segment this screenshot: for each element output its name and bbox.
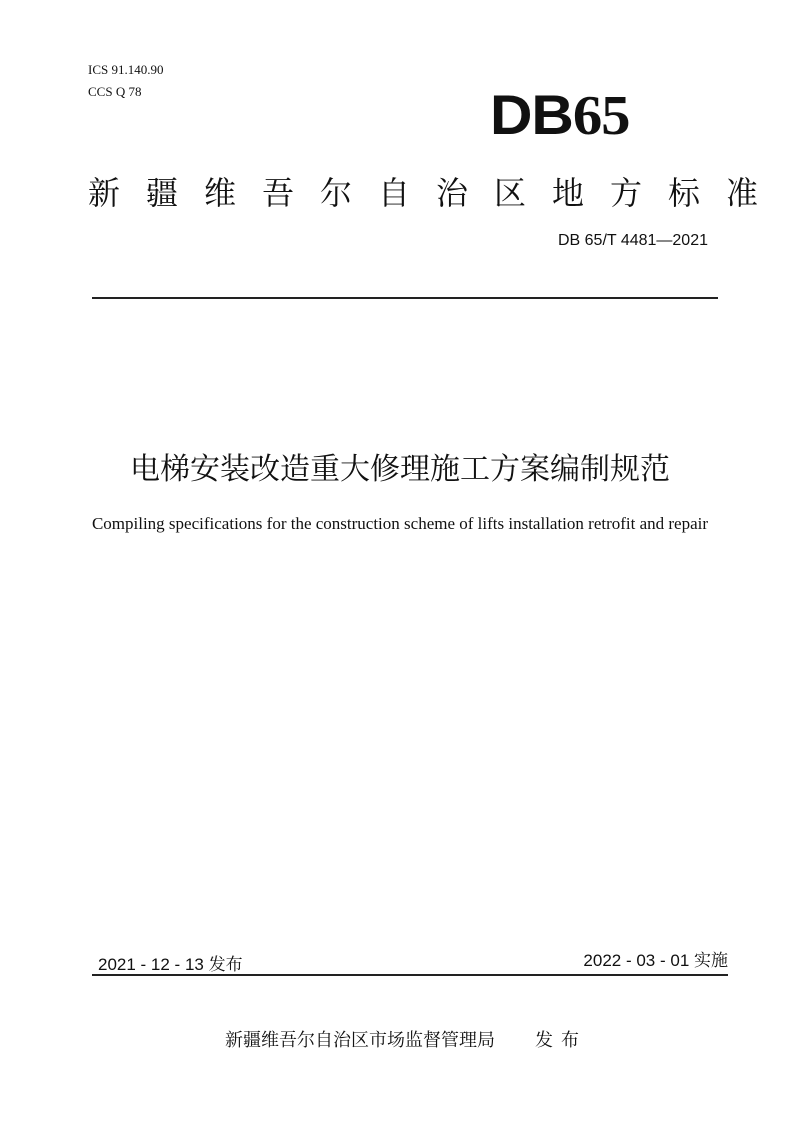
logo-number: 65 — [572, 85, 630, 147]
publish-date: 2021 - 12 - 13 发布 — [98, 955, 243, 974]
ccs-code: CCS Q 78 — [88, 84, 142, 99]
issuing-authority: 新疆维吾尔自治区市场监督管理局 — [225, 1030, 495, 1050]
title-chinese: 电梯安装改造重大修理施工方案编制规范 — [130, 453, 670, 486]
issue-label: 发布 — [535, 1030, 587, 1050]
title-english: Compiling specifications for the construction scheme of lifts installation retrofit and repair — [91, 514, 709, 533]
bottom-divider — [92, 974, 728, 976]
region-standard-heading: 新疆维吾尔自治区地方标准 — [88, 175, 785, 211]
top-divider — [92, 297, 718, 299]
implementation-date: 2022 - 03 - 01 实施 — [583, 951, 728, 970]
ics-code: ICS 91.140.90 — [88, 62, 164, 77]
document-number: DB 65/T 4481—2021 — [557, 232, 708, 249]
logo-db: DB — [490, 83, 573, 146]
db65-logo — [490, 82, 630, 148]
